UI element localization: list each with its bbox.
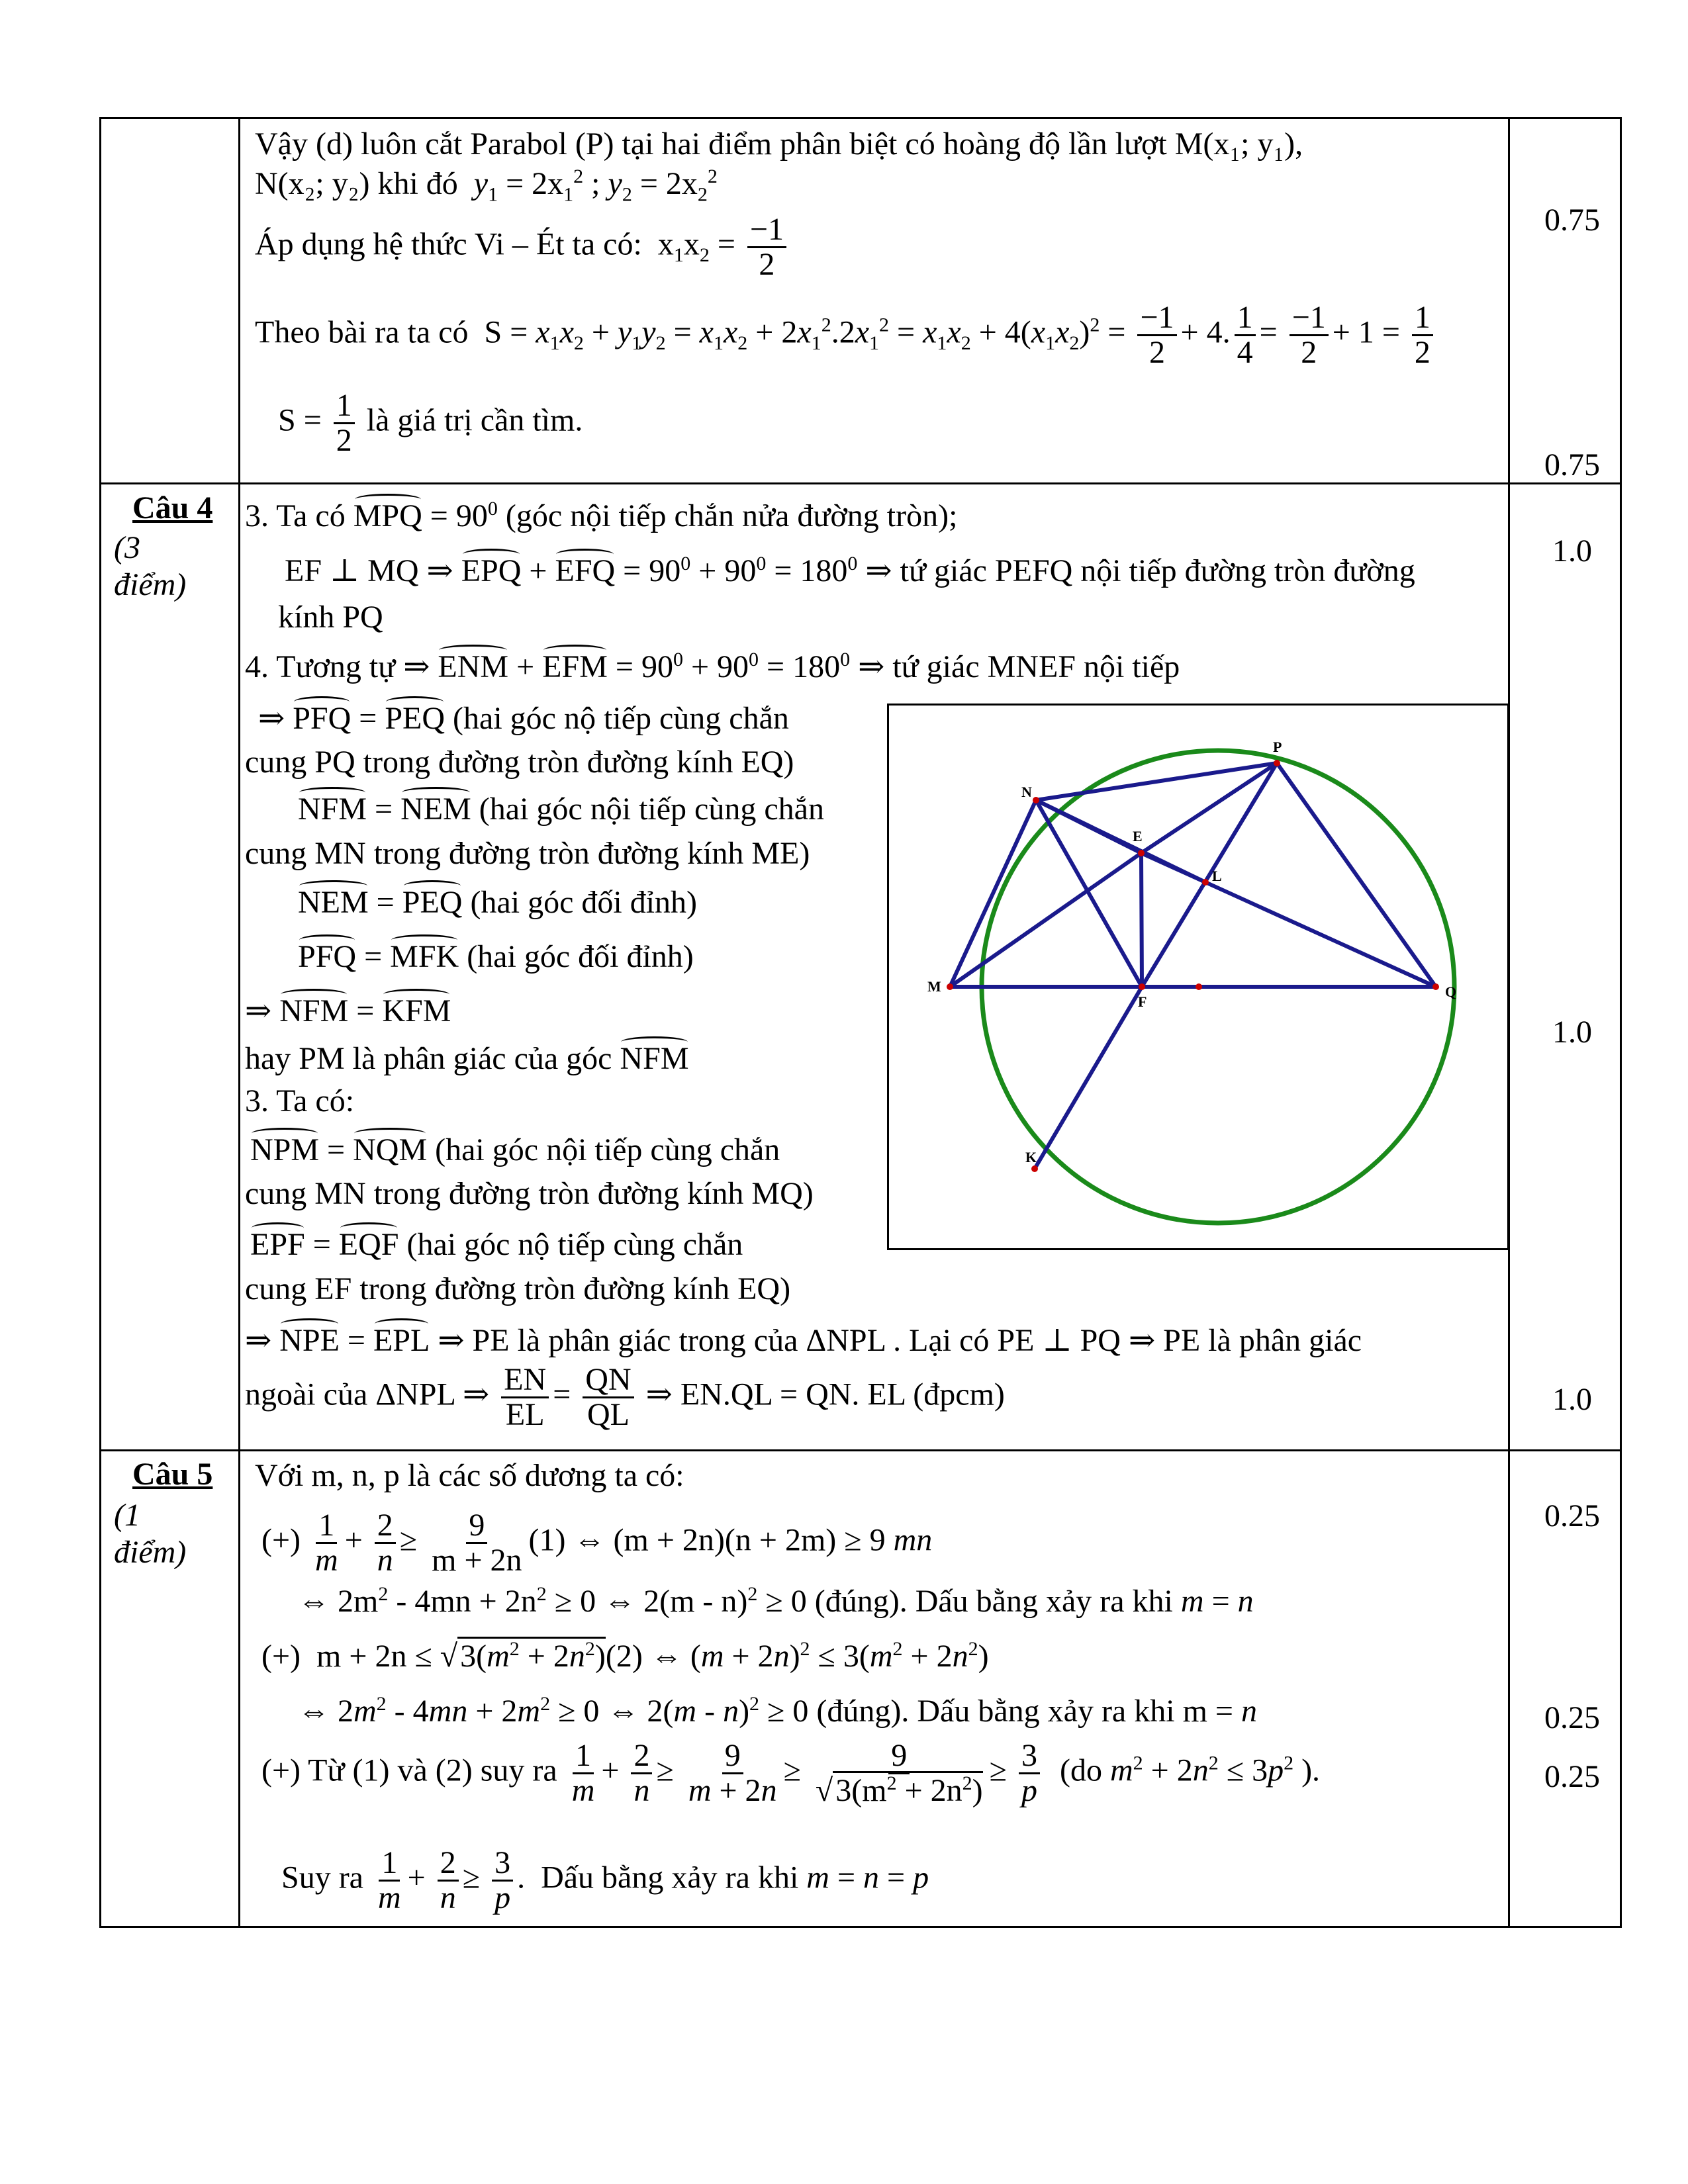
point-L (1202, 879, 1209, 886)
cau4-line-9: NEM = PEQ (hai góc đối đỉnh) (298, 885, 698, 920)
cau5-line-2: (+) $\frac{1}{m}$ + $\frac{2}{n}$ ≥ $\frac{9}{m + 2n}$ (1) ⇔ (m + 2n)(n + 2m) ≥ 9 mn (261, 1508, 933, 1578)
label-F: F (1138, 993, 1147, 1010)
segment-FK (1035, 987, 1142, 1169)
segment-NP (1036, 763, 1277, 800)
cau5-score-1: 0.25 (1544, 1498, 1600, 1533)
cau5-line-5: ⇔ $2m^2 - 4mn + 2m^2 \ge 0$ ⇔ 2(m - n)$^2$ ≥ 0 (đúng). Dấu bằng xảy ra khi m = n (298, 1693, 1257, 1729)
cau4-line-10: PFQ = MFK (hai góc đối đỉnh) (298, 939, 694, 974)
cau4-line-11: ⇒ NFM = KFM (245, 993, 451, 1028)
row1-line-5: S = $\frac{1}{2}$ là giá trị cần tìm. (278, 388, 583, 458)
point-P (1274, 760, 1280, 766)
cau4-line-17: cung EF trong đường tròn đường kính EQ) (245, 1271, 791, 1306)
row1-score-1: 0.75 (1544, 203, 1600, 238)
cau4-line-2: EF ⊥ MQ ⇒ EPQ + EFQ = $90^0 + 90^0 = 180^0$ ⇒ tứ giác PEFQ nội tiếp đường tròn đường (285, 553, 1415, 588)
point-center (1196, 983, 1202, 990)
row1-line-1: Vậy (d) luôn cắt Parabol (P) tại hai điểm phân biệt có hoàng độ lần lượt M(x₁; y₁), (255, 126, 1303, 161)
cau4-line-13: 3. Ta có: (245, 1083, 355, 1118)
segment-EP (1141, 763, 1277, 853)
cau4-line-12: hay PM là phân giác của góc NFM (245, 1041, 689, 1076)
cau4-line-16: EPF = EQF (hai góc nộ tiếp cùng chắn (250, 1227, 743, 1262)
column-divider-1 (238, 117, 240, 1928)
label-M: M (927, 978, 941, 995)
row1-line-3: Áp dụng hệ thức Vi – Ét ta có: $x_1x_2$ = $\frac{-1}{2}$ (255, 213, 790, 281)
cau4-line-4: 4. Tương tự ⇒ ENM + EFM = $90^0 + 90^0 = 180^0$ ⇒ tứ giác MNEF nội tiếp (245, 649, 1180, 684)
cau4-line-5: ⇒ PFQ = PEQ (hai góc nộ tiếp cùng chắn (258, 701, 789, 736)
row1-line-2: N(x₂; y₂) khi đó $y_1 = 2x_1^2$ ; $y_2 = 2x_2^2$ (255, 165, 718, 206)
point-Q (1432, 983, 1439, 990)
segment-FP (1142, 763, 1277, 987)
cau4-line-18: ⇒ NPE = EPL ⇒ PE là phân giác trong của ΔNPL . Lại có PE ⊥ PQ ⇒ PE là phân giác (245, 1323, 1362, 1358)
table-border-left (99, 117, 101, 1928)
cau5-line-1: Với m, n, p là các số dương ta có: (255, 1458, 684, 1493)
label-K: K (1025, 1149, 1037, 1165)
point-M (947, 983, 953, 990)
cau4-line-6: cung PQ trong đường tròn đường kính EQ) (245, 745, 794, 780)
cau5-line-6: (+) Từ (1) và (2) suy ra $\frac{1}{m}$ + $\frac{2}{n}$ ≥ $\frac{9}{m + 2n}$ ≥ $\frac{9}{√3(m^2 + 2n^2)}$ ≥ $\frac{3}{p}$ (do $m^2 + 2n^2 \le 3p^2$ ). (261, 1738, 1321, 1808)
cau4-line-15: cung MN trong đường tròn đường kính MQ) (245, 1176, 814, 1211)
geometry-figure (887, 704, 1509, 1250)
point-E (1138, 850, 1145, 856)
row-divider-2 (99, 1449, 1622, 1451)
cau4-line-1: 3. Ta có MPQ = $90^0$ (góc nội tiếp chắn nửa đường tròn); (245, 498, 958, 533)
cau5-line-7: Suy ra $\frac{1}{m}$ + $\frac{2}{n}$ ≥ $\frac{3}{p}$ . Dấu bằng xảy ra khi m = n = p (281, 1845, 929, 1915)
cau5-line-3: ⇔ $2m^2 - 4mn + 2n^2 \ge 0$ ⇔ 2(m - n)$^2$ ≥ 0 (đúng). Dấu bằng xảy ra khi m = n (298, 1583, 1254, 1619)
cau4-score-3: 1.0 (1552, 1382, 1592, 1417)
label-Q: Q (1445, 983, 1457, 1000)
cau4-line-3: kính PQ (278, 600, 383, 635)
cau4-points: (3 điểm) (114, 530, 187, 602)
cau4-score-2: 1.0 (1552, 1015, 1592, 1050)
cau5-score-3: 0.25 (1544, 1759, 1600, 1794)
label-P: P (1273, 739, 1282, 755)
cau5-score-2: 0.25 (1544, 1700, 1600, 1735)
point-N (1033, 797, 1039, 803)
geometry-svg (889, 705, 1507, 1248)
cau4-line-19: ngoài của ΔNPL ⇒ $\frac{EN}{EL}$ = $\frac{QN}{QL}$ ⇒ EN.QL = QN. EL (đpcm) (245, 1362, 1005, 1432)
point-K (1031, 1165, 1038, 1172)
cau5-line-4: (+) $m + 2n \le √3(m^2 + 2n^2)(2)$ ⇔ $(m + 2n)^2 \le 3(m^2 + 2n^2)$ (261, 1638, 989, 1674)
row1-score-2: 0.75 (1544, 447, 1600, 482)
cau4-label: Câu 4 (132, 490, 213, 525)
label-E: E (1133, 828, 1143, 844)
label-N: N (1021, 784, 1032, 800)
cau4-line-8: cung MN trong đường tròn đường kính ME) (245, 836, 810, 871)
cau5-points: (1 điểm) (114, 1498, 187, 1570)
table-border-top (99, 117, 1622, 119)
table-border-bottom (99, 1926, 1622, 1928)
label-L: L (1212, 868, 1222, 884)
row-divider-1 (99, 482, 1622, 484)
segment-EF (1141, 853, 1142, 987)
cau4-line-7: NFM = NEM (hai góc nội tiếp cùng chắn (298, 792, 824, 827)
row1-line-4: Theo bài ra ta có $S = x_1x_2 + y_1y_2 = x_1x_2 + 2x_1^2.2x_1^2 = x_1x_2 + 4(x_1x_2)^2$ = $\frac{-1}{2}$ + 4. $\frac{1}{4}$ = $\frac{-1}{2}$ + 1 = $\frac{1}{2}$ (255, 301, 1437, 369)
cau5-label: Câu 5 (132, 1457, 213, 1492)
point-F (1139, 983, 1145, 990)
cau4-score-1: 1.0 (1552, 533, 1592, 569)
cau4-line-14: NPM = NQM (hai góc nội tiếp cùng chắn (250, 1132, 780, 1167)
